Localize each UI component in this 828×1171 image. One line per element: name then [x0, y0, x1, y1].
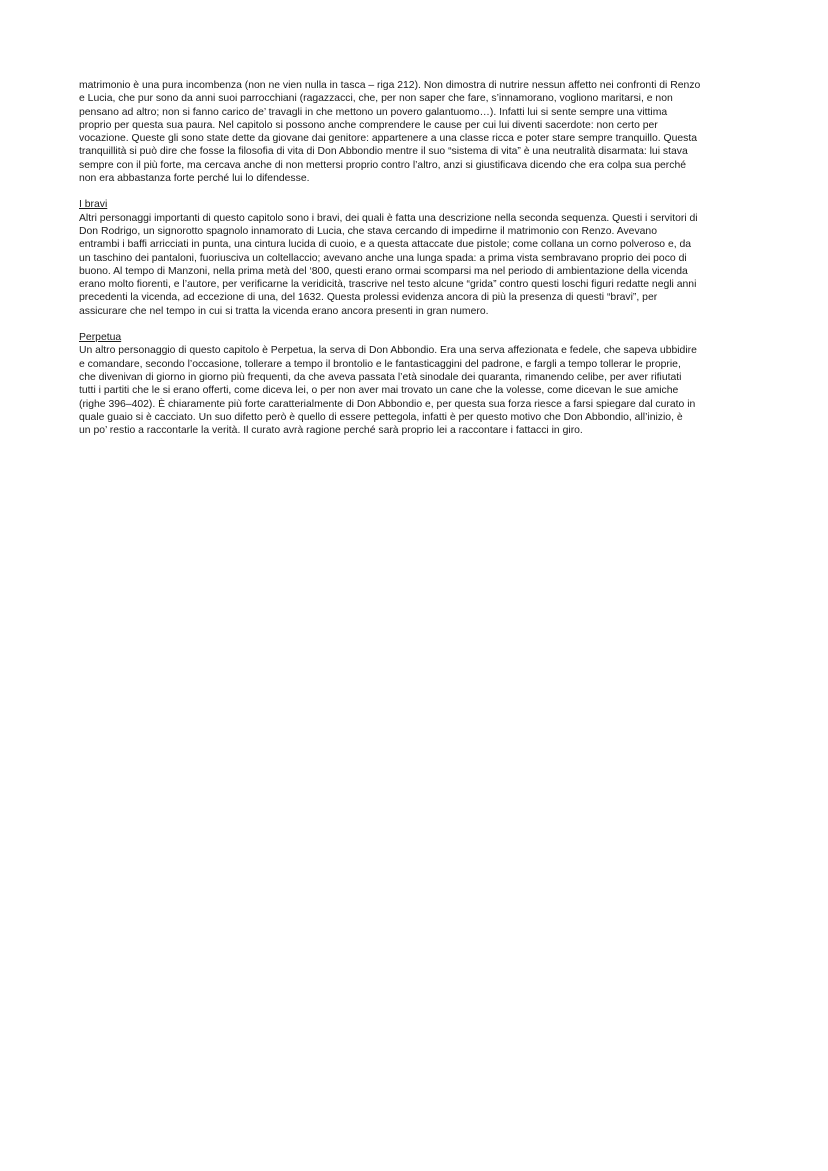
perpetua-paragraph	[79, 344, 752, 437]
text-line: tutti i partiti che le si erano offerti, come diceva lei, o per non aver mai trovato un cane che la volesse, come dicevan le sue amiche	[79, 385, 679, 397]
text-line: (righe 396–402). È chiaramente più forte caratterialmente di Don Abbondio e, per questa sua forza riesce a farsi spiegare dal curato in	[79, 398, 696, 410]
text-line: entrambi i baffi arricciati in punta, una cintura lucida di cuoio, e a questa attaccate due pistole; come collana un corno polveroso e, da	[79, 239, 692, 251]
text-line: quale guaio si è cacciato. Un suo difetto però è quello di essere pettegola, infatti è per questo motivo che Don Abbondio, all’inizio, è	[79, 411, 683, 423]
text-line: e comandare, secondo l’occasione, tollerare a tempo il brontolio e le fantasticaggini del padrone, e fargli a tempo tollerar le proprie,	[79, 358, 681, 370]
text-line: assicurare che nel tempo in cui si tratta la vicenda erano ancora presenti in gran numero.	[79, 305, 489, 317]
text-line: un taschino dei pantaloni, fuoriusciva un coltellaccio; avevano anche una lunga spada: a prima vista sembravano proprio dei poco di	[79, 252, 687, 264]
text-line: Don Rodrigo, un signorotto spagnolo innamorato di Lucia, che stava cercando di impedirne il matrimonio con Renzo. Avevano	[79, 225, 657, 237]
bravi-paragraph	[79, 212, 752, 318]
text-line: erano molto fiorenti, e l’autore, per verificarne la veridicità, trascrive nel testo alcune “grida” contro questi loschi figuri redatte negli anni	[79, 279, 697, 291]
text-line: Altri personaggi importanti di questo capitolo sono i bravi, dei quali è fatta una descrizione nella seconda sequenza. Questi i servitori di	[79, 212, 698, 224]
text-line: proprio per questa sua paura. Nel capitolo si possono anche comprendere le cause per cui lui diventi sacerdote: non certo per	[79, 119, 658, 131]
text-line: tranquillità si può dire che fosse la filosofia di vita di Don Abbondio mentre il suo “sistema di vita” è una neutralità disarmata: lui stava	[79, 146, 688, 158]
text-line: matrimonio è una pura incombenza (non ne vien nulla in tasca – riga 212). Non dimostra di nutrire nessun affetto nei confronti di Renzo	[79, 80, 701, 91]
text-line: vocazione. Queste gli sono state dette da giovane dai genitore: appartenere a una classe ricca e poter stare sempre tranquillo. Questa	[79, 133, 698, 145]
text-line: Un altro personaggio di questo capitolo è Perpetua, la serva di Don Abbondio. Era una serva affezionata e fedele, che sapeva ubbidire	[79, 345, 697, 357]
text-line: che divenivan di giorno in giorno più frequenti, da che aveva passata l’età sinodale dei quaranta, rimanendo celibe, per aver rifiutati	[79, 371, 682, 383]
section-heading-bravi: I bravi	[79, 199, 108, 211]
intro-paragraph	[79, 79, 752, 185]
text-line: non era abbastanza forte perché lui lo difendesse.	[79, 173, 310, 185]
text-line: precedenti la vicenda, ad eccezione di una, del 1632. Questa prolessi evidenza ancora di più la presenza di questi “bravi”, per	[79, 292, 658, 304]
text-line: pensano ad altro; non si fanno carico de’ travagli in che mettono un povero galantuomo…). Infatti lui si sente sempre una vittima	[79, 106, 668, 118]
text-line: buono. Al tempo di Manzoni, nella prima metà del ‘800, questi erano ormai scomparsi ma nel periodo di ambientazione della vicenda	[79, 265, 688, 277]
text-line: sempre con il più forte, ma cercava anche di non mettersi proprio contro l’altro, anzi si giustificava dicendo che era colpa sua perché	[79, 159, 687, 171]
text-line: un po’ restio a raccontarle la verità. Il curato avrà ragione perché sarà proprio lei a raccontare i fattacci in giro.	[79, 425, 583, 437]
text-line: e Lucia, che pur sono da anni suoi parrocchiani (ragazzacci, che, per non saper che fare, s’innamorano, vogliono maritarsi, e non	[79, 93, 673, 105]
section-heading-perpetua: Perpetua	[79, 332, 122, 344]
